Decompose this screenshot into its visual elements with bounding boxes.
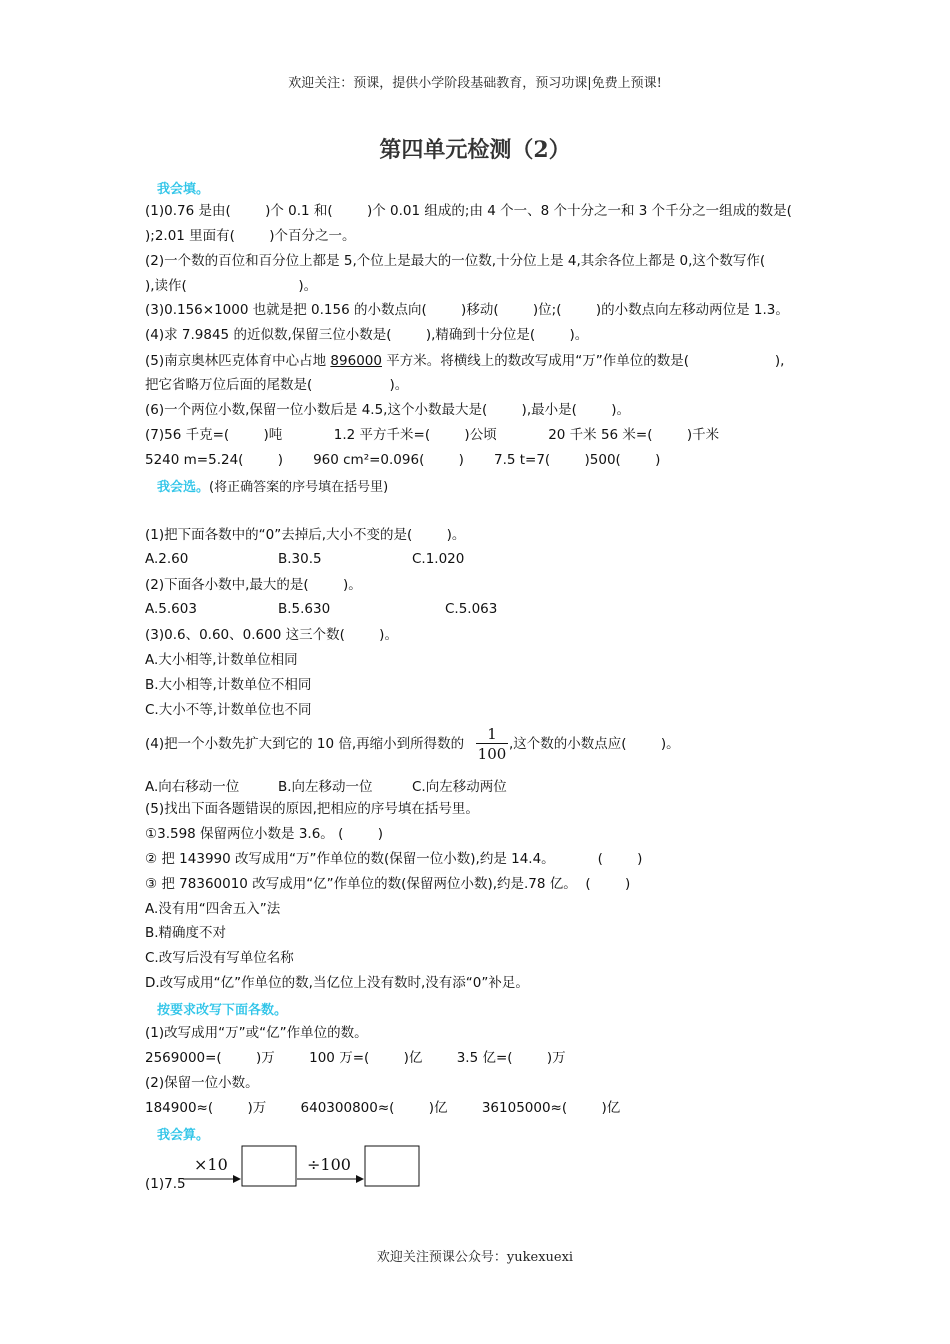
choose-q1: (1)把下面各数中的“0”去掉后,大小不变的是( )。: [145, 527, 466, 543]
page-title: 第四单元检测（2）: [379, 137, 571, 163]
choose-q5-option-d: D.改写成用“亿”作单位的数,当亿位上没有数时,没有添“0”补足。: [145, 975, 529, 991]
section-heading-choose-title: 我会选。: [157, 480, 210, 495]
choose-q2: (2)下面各小数中,最大的是( )。: [145, 577, 362, 593]
underlined-number: 896000: [330, 353, 382, 369]
choose-q1-option-a: A.2.60: [145, 551, 189, 567]
fill-q1-line1: (1)0.76 是由( )个 0.1 和( )个 0.01 组成的;由 4 个一、8 个十分之一和 3 个千分之一组成的数是(: [145, 203, 792, 219]
choose-q5-item-3: ③ 把 78360010 改写成用“亿”作单位的数(保留两位小数),约是.78 亿。 ( ): [145, 876, 631, 892]
choose-q3-option-c: C.大小不等,计数单位也不同: [145, 702, 312, 718]
page-footer: 欢迎关注预课公众号：yukexuexi: [376, 1250, 574, 1265]
fill-q2-line1: (2)一个数的百位和百分位上都是 5,个位上是最大的一位数,十分位上是 4,其余各位上都是 0,这个数写作(: [145, 253, 766, 269]
choose-q2-option-c: C.5.063: [445, 601, 498, 617]
operation-multiply-10: ×10: [194, 1155, 228, 1174]
fill-q1-line2: );2.01 里面有( )个百分之一。: [145, 228, 356, 244]
section-heading-rewrite: 按要求改写下面各数。: [157, 1003, 288, 1018]
rewrite-q2: (2)保留一位小数。: [145, 1075, 259, 1091]
rewrite-q2-items: 184900≈( )万 640300800≈( )亿 36105000≈( )亿: [145, 1100, 621, 1116]
rewrite-q1-items: 2569000=( )万 100 万=( )亿 3.5 亿=( )万: [145, 1050, 566, 1066]
choose-q4-option-b: B.向左移动一位: [278, 779, 373, 795]
fill-q7-line1: (7)56 千克=( )吨 1.2 平方千米=( )公顷 20 千米 56 米=( )千米: [145, 427, 720, 443]
section-heading-fill: 我会填。: [157, 182, 210, 197]
fill-q3: (3)0.156×1000 也就是把 0.156 的小数点向( )移动( )位;( )的小数点向左移动两位是 1.3。: [145, 302, 789, 318]
fraction-denominator: 100: [477, 745, 507, 763]
fraction-numerator: 1: [476, 725, 508, 744]
rewrite-q1: (1)改写成用“万”或“亿”作单位的数。: [145, 1025, 368, 1041]
choose-q3-option-a: A.大小相等,计数单位相同: [145, 652, 298, 668]
choose-q4-prefix: (4)把一个小数先扩大到它的 10 倍,再缩小到所得数的: [145, 736, 465, 752]
fill-q5-line2: 把它省略万位后面的尾数是( )。: [145, 377, 409, 393]
choose-q5-item-2: ② 把 143990 改写成用“万”作单位的数(保留一位小数),约是 14.4。 ( ): [145, 851, 643, 867]
choose-q1-option-b: B.30.5: [278, 551, 322, 567]
choose-q5-item-1: ①3.598 保留两位小数是 3.6。 ( ): [145, 826, 383, 842]
choose-q4-option-a: A.向右移动一位: [145, 779, 240, 795]
section-heading-choose: [157, 476, 388, 495]
fill-q2-line2: ),读作( )。: [145, 278, 318, 294]
fill-q4: (4)求 7.9845 的近似数,保留三位小数是( ),精确到十分位是( )。: [145, 327, 589, 343]
choose-q5: (5)找出下面各题错误的原因,把相应的序号填在括号里。: [145, 801, 479, 817]
calc-arrow-diagram: [180, 1143, 430, 1193]
fill-q5-prefix: (5)南京奥林匹克体育中心占地: [145, 353, 331, 369]
calc-q1-start-value: (1)7.5: [145, 1176, 186, 1192]
page-header: 欢迎关注：预课，提供小学阶段基础教育，预习功课|免费上预课!: [288, 76, 662, 91]
choose-q3: (3)0.6、0.60、0.600 这三个数( )。: [145, 627, 398, 643]
section-heading-calc: 我会算。: [157, 1128, 210, 1143]
fill-q5-suffix: 平方米。将横线上的数改写成用“万”作单位的数是( ),: [381, 353, 785, 369]
fraction-one-hundredth: [476, 725, 508, 764]
choose-q3-option-b: B.大小相等,计数单位不相同: [145, 677, 312, 693]
choose-q2-option-b: B.5.630: [278, 601, 331, 617]
fill-q6: (6)一个两位小数,保留一位小数后是 4.5,这个小数最大是( ),最小是( )。: [145, 402, 630, 418]
choose-q4-suffix: ,这个数的小数点应( )。: [509, 736, 680, 752]
section-heading-choose-note: (将正确答案的序号填在括号里): [209, 480, 389, 495]
answer-box-2[interactable]: [365, 1146, 419, 1186]
choose-q5-option-c: C.改写后没有写单位名称: [145, 950, 294, 966]
answer-box-1[interactable]: [242, 1146, 296, 1186]
operation-divide-100: ÷100: [307, 1155, 351, 1174]
fill-q5-line1: [145, 352, 784, 370]
choose-q2-option-a: A.5.603: [145, 601, 197, 617]
choose-q4-option-c: C.向左移动两位: [412, 779, 507, 795]
choose-q1-option-c: C.1.020: [412, 551, 465, 567]
fill-q7-line2: 5240 m=5.24( ) 960 cm²=0.096( ) 7.5 t=7( )500( ): [145, 452, 661, 468]
choose-q5-option-a: A.没有用“四舍五入”法: [145, 901, 281, 917]
choose-q5-option-b: B.精确度不对: [145, 925, 227, 941]
